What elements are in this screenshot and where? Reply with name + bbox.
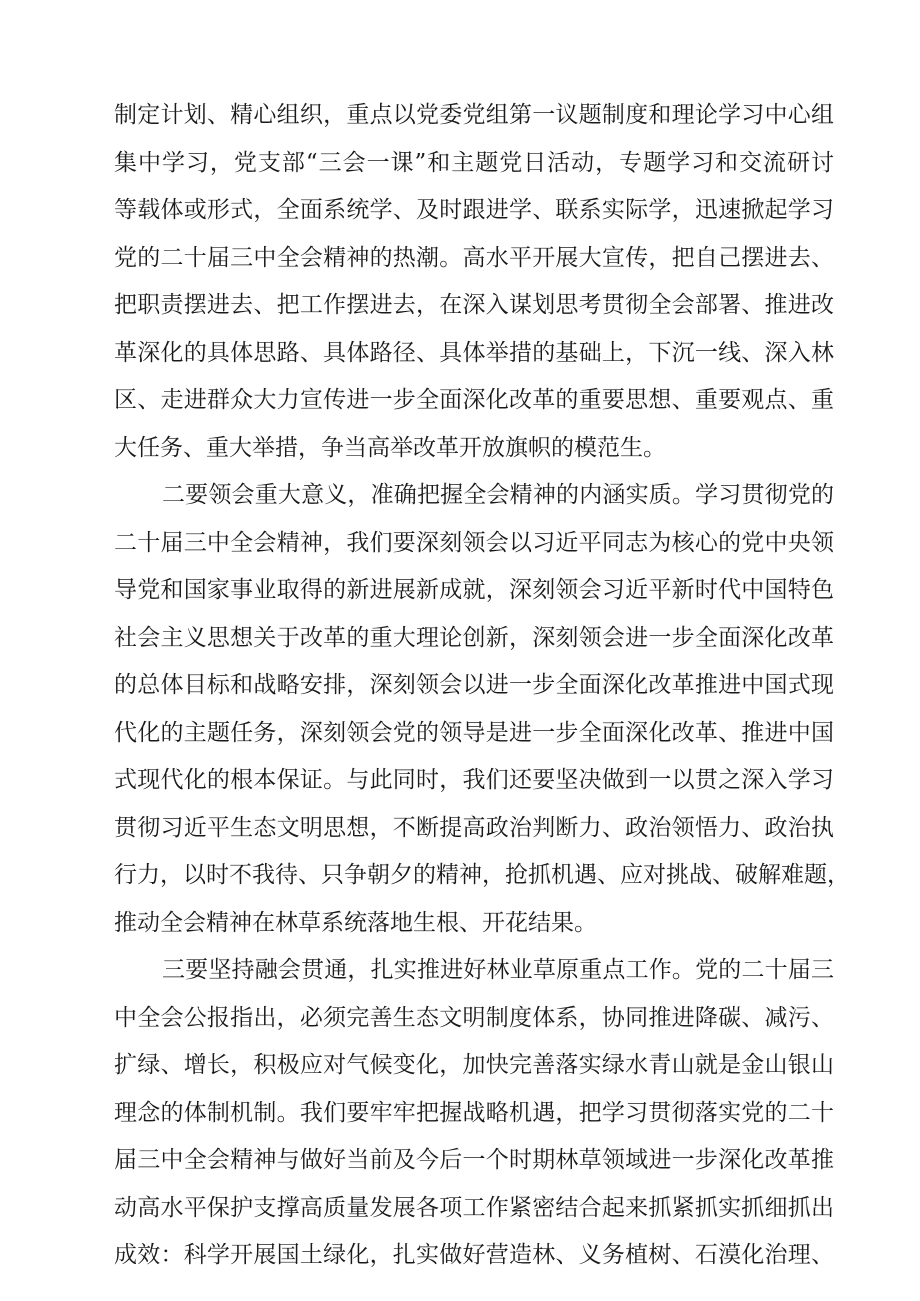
- text-line: 动高水平保护支撑高质量发展各项工作紧密结合起来抓紧抓实抓细抓出: [114, 1195, 834, 1221]
- text-line: 贯彻习近平生态文明思想，不断提高政治判断力、政治领悟力、政治执: [114, 815, 834, 841]
- text-line: 社会主义思想关于改革的重大理论创新，深刻领会进一步全面深化改革: [114, 625, 834, 651]
- text-line: 革深化的具体思路、具体路径、具体举措的基础上，下沉一线、深入林: [114, 340, 834, 366]
- text-line: 导党和国家事业取得的新进展新成就，深刻领会习近平新时代中国特色: [114, 577, 834, 603]
- text-line: 制定计划、精心组织，重点以党委党组第一议题制度和理论学习中心组: [114, 102, 834, 128]
- text-line: 二要领会重大意义，准确把握全会精神的内涵实质。学习贯彻党的: [162, 482, 834, 508]
- text-line: 代化的主题任务，深刻领会党的领导是进一步全面深化改革、推进中国: [114, 720, 834, 746]
- text-line: 二十届三中全会精神，我们要深刻领会以习近平同志为核心的党中央领: [114, 530, 834, 556]
- text-line: 党的二十届三中全会精神的热潮。高水平开展大宣传，把自己摆进去、: [114, 245, 834, 271]
- text-line: 三要坚持融会贯通，扎实推进好林业草原重点工作。党的二十届三: [162, 957, 834, 983]
- text-line: 成效：科学开展国土绿化，扎实做好营造林、义务植树、石漠化治理、: [114, 1242, 834, 1268]
- text-line: 大任务、重大举措，争当高举改革开放旗帜的模范生。: [114, 435, 666, 461]
- text-line: 理念的体制机制。我们要牢牢把握战略机遇，把学习贯彻落实党的二十: [114, 1100, 834, 1126]
- text-line: 扩绿、增长，积极应对气候变化，加快完善落实绿水青山就是金山银山: [114, 1052, 834, 1078]
- text-line: 把职责摆进去、把工作摆进去，在深入谋划思考贯彻全会部署、推进改: [114, 292, 834, 318]
- text-line: 集中学习，党支部“三会一课”和主题党日活动，专题学习和交流研讨: [114, 150, 834, 176]
- text-line: 等载体或形式，全面系统学、及时跟进学、联系实际学，迅速掀起学习: [114, 197, 834, 223]
- text-line: 区、走进群众大力宣传进一步全面深化改革的重要思想、重要观点、重: [114, 387, 834, 413]
- text-line: 中全会公报指出，必须完善生态文明制度体系，协同推进降碳、减污、: [114, 1005, 834, 1031]
- text-line: 行力，以时不我待、只争朝夕的精神，抢抓机遇、应对挑战、破解难题，: [114, 862, 850, 888]
- text-line: 推动全会精神在林草系统落地生根、开花结果。: [114, 910, 597, 936]
- text-line: 式现代化的根本保证。与此同时，我们还要坚决做到一以贯之深入学习: [114, 767, 834, 793]
- text-line: 的总体目标和战略安排，深刻领会以进一步全面深化改革推进中国式现: [114, 672, 834, 698]
- text-line: 届三中全会精神与做好当前及今后一个时期林草领域进一步深化改革推: [114, 1147, 834, 1173]
